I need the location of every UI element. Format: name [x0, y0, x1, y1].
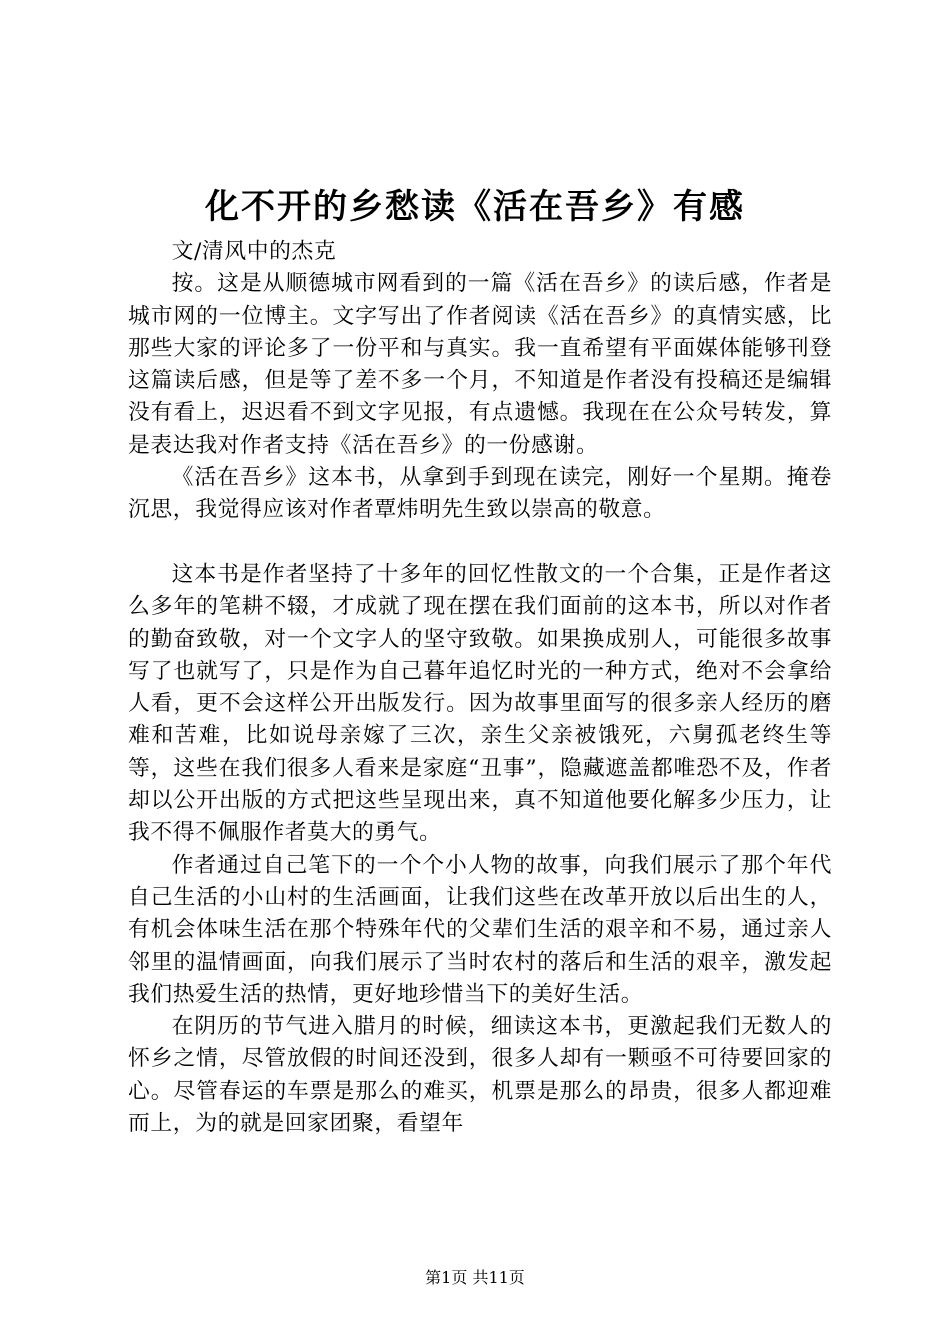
paragraph-body-1: 这本书是作者坚持了十多年的回忆性散文的一个合集，正是作者这么多年的笔耕不辍，才成就了现在摆在我们面前的这本书，所以对作者的勤奋致敬，对一个文字人的坚守致敬。如果换成别人，可能很多故事写了也就写了，只是作为自己暮年追忆时光的一种方式，绝对不会拿给人看，更不会这样公开出版发行。因为故事里面写的很多亲人经历的磨难和苦难，比如说母亲嫁了三次，亲生父亲被饿死，六舅孤老终生等等，这些在我们很多人看来是家庭“丑事”，隐藏遮盖都唯恐不及，作者却以公开出版的方式把这些呈现出来，真不知道他要化解多少压力，让我不得不佩服作者莫大的勇气。 — [128, 561, 832, 846]
document-title: 化不开的乡愁读《活在吾乡》有感 — [205, 187, 745, 227]
page-number-footer: 第1页 共11页 — [425, 1268, 525, 1287]
paragraph-spacer — [128, 527, 832, 559]
paragraph-body-2: 作者通过自己笔下的一个个小人物的故事，向我们展示了那个年代自己生活的小山村的生活画面，让我们这些在改革开放以后出生的人，有机会体味生活在那个特殊年代的父辈们生活的艰辛和不易，通过亲人邻里的温情画面，向我们展示了当时农村的落后和生活的艰辛，激发起我们热爱生活的热情，更好地珍惜当下的美好生活。 — [128, 852, 832, 1007]
paragraph-body-3: 在阴历的节气进入腊月的时候，细读这本书，更激起我们无数人的怀乡之情，尽管放假的时间还没到，很多人却有一颗亟不可待要回家的心。尽管春运的车票是那么的难买，机票是那么的昂贵，很多人都迎难而上，为的就是回家团聚，看望年 — [128, 1014, 832, 1137]
paragraph-preface: 按。这是从顺德城市网看到的一篇《活在吾乡》的读后感，作者是城市网的一位博主。文字写出了作者阅读《活在吾乡》的真情实感，比那些大家的评论多了一份平和与真实。我一直希望有平面媒体能够刊登这篇读后感，但是等了差不多一个月，不知道是作者没有投稿还是编辑没有看上，迟迟看不到文字见报，有点遗憾。我现在在公众号转发，算是表达我对作者支持《活在吾乡》的一份感谢。 — [128, 271, 832, 458]
paragraph-intro: 《活在吾乡》这本书，从拿到手到现在读完，刚好一个星期。掩卷沉思，我觉得应该对作者覃炜明先生致以崇高的敬意。 — [128, 465, 832, 523]
document-body — [128, 236, 832, 1140]
author-line: 文/清风中的杰克 — [171, 239, 337, 264]
